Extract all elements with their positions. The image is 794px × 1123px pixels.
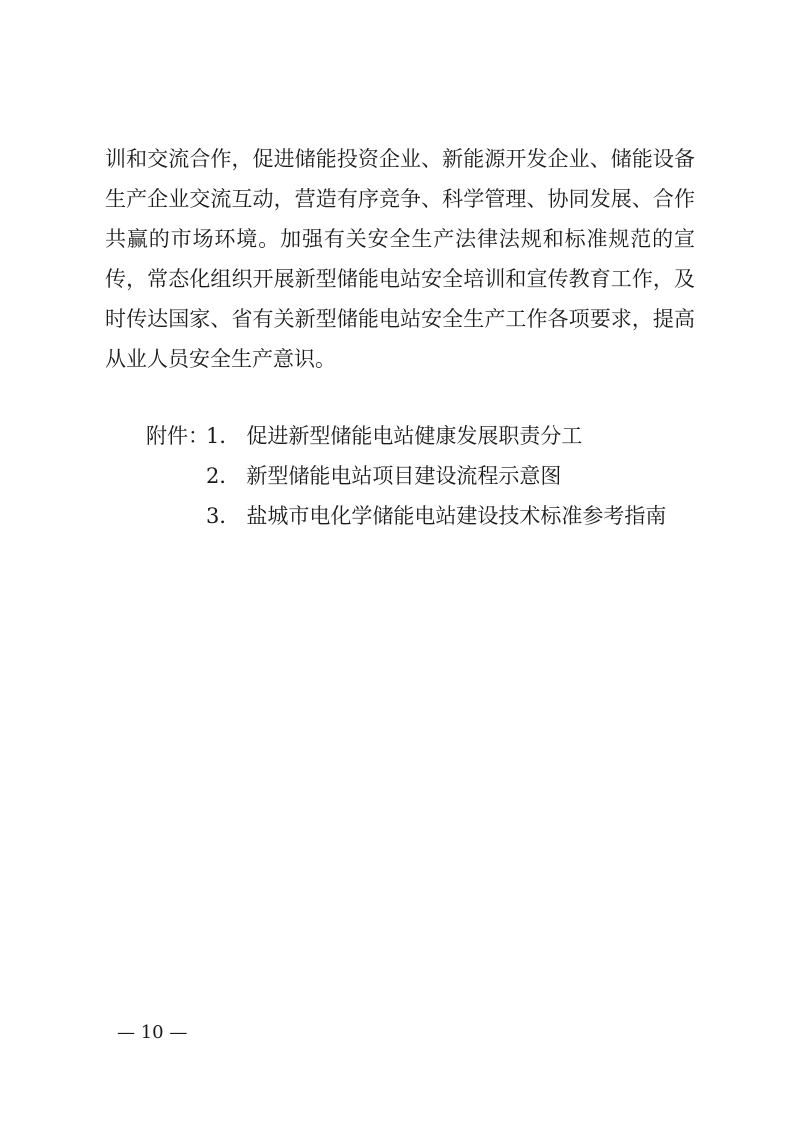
paragraph-line: 传，常态化组织开展新型储能电站安全培训和宣传教育工作，及: [105, 267, 695, 291]
body-paragraph: [105, 139, 695, 379]
page-number: — 10 —: [117, 1022, 188, 1043]
paragraph-line: 时传达国家、省有关新型储能电站安全生产工作各项要求，提高: [105, 307, 695, 331]
attachment-title: 促进新型储能电站健康发展职责分工: [246, 424, 583, 448]
attachment-number: 1．: [206, 424, 241, 448]
attachment-number: 3．: [206, 504, 241, 528]
paragraph-line: 生产企业交流互动，营造有序竞争、科学管理、协同发展、合作: [105, 187, 695, 211]
attachment-number: 2．: [206, 464, 241, 488]
attachment-title: 盐城市电化学储能电站建设技术标准参考指南: [246, 504, 667, 528]
attachment-title: 新型储能电站项目建设流程示意图: [246, 464, 562, 488]
paragraph-line: 从业人员安全生产意识。: [105, 347, 336, 371]
attachments-list: [146, 416, 706, 536]
attachments-label: 附件：: [146, 424, 209, 448]
paragraph-line: 训和交流合作，促进储能投资企业、新能源开发企业、储能设备: [105, 147, 695, 171]
attachment-item: [146, 416, 706, 456]
attachment-item: [146, 456, 706, 496]
attachment-item: [146, 496, 706, 536]
paragraph-line: 共赢的市场环境。加强有关安全生产法律法规和标准规范的宣: [105, 227, 695, 251]
